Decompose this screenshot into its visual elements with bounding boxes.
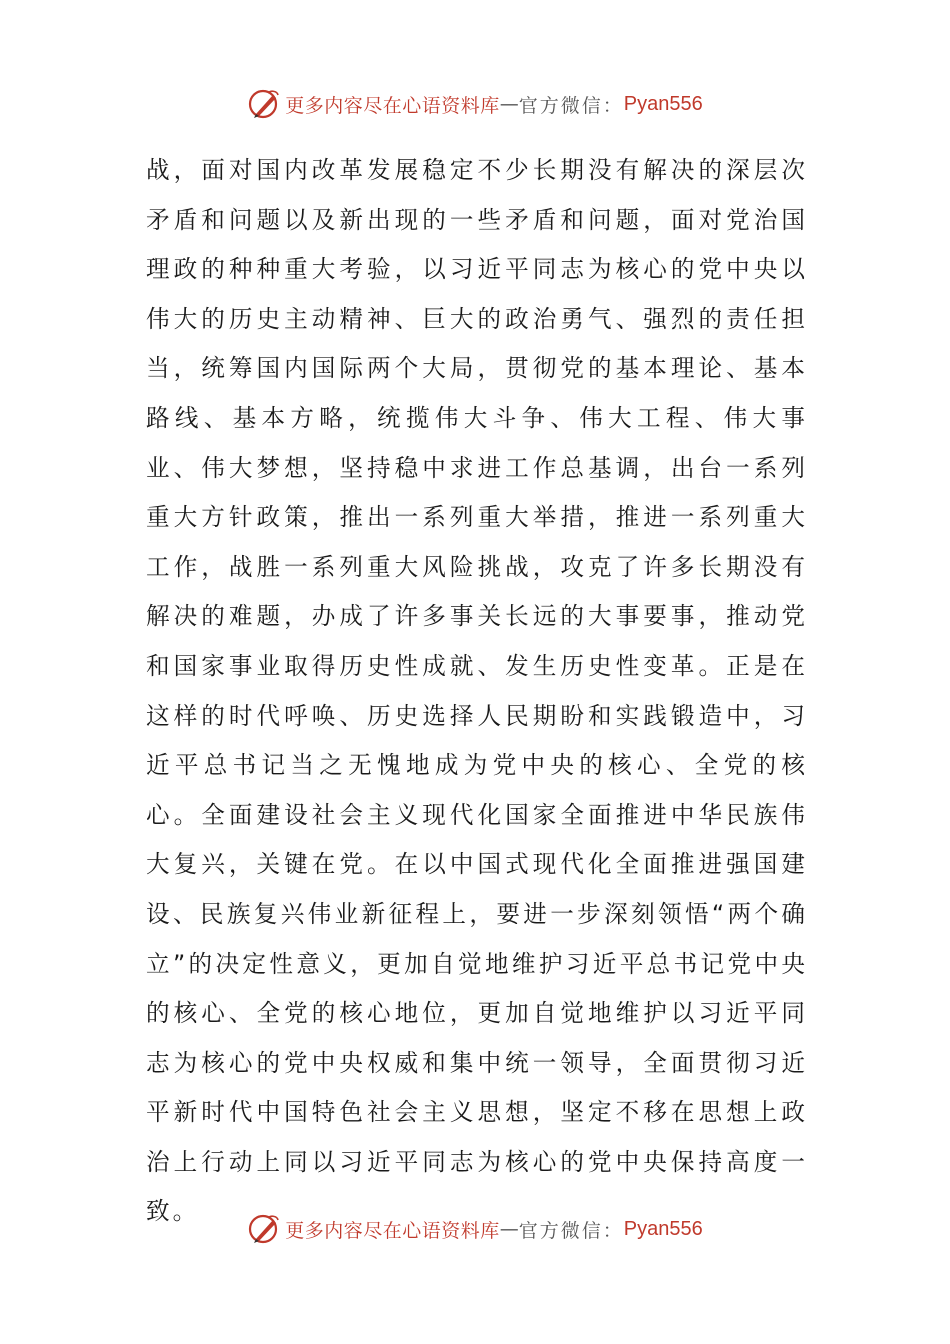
footer-brand: 更多内容尽在心语资料库 xyxy=(285,1219,500,1242)
footer-separator: — xyxy=(499,1218,519,1240)
header-wechat-label: 官方微信： xyxy=(518,94,624,117)
pen-logo-icon xyxy=(247,87,281,121)
footer-banner xyxy=(0,1209,950,1249)
body-paragraph: 战，面对国内改革发展稳定不少长期没有解决的深层次矛盾和问题以及新出现的一些矛盾和问题，面对党治国理政的种种重大考验，以习近平同志为核心的党中央以伟大的历史主动精神、巨大的政治勇气、强烈的责任担当，统筹国内国际两个大局，贯彻党的基本理论、基本路线、基本方略，统揽伟大斗争、伟大工程、伟大事业、伟大梦想，坚持稳中求进工作总基调，出台一系列重大方针政策，推出一系列重大举措，推进一系列重大工作，战胜一系列重大风险挑战，攻克了许多长期没有解决的难题，办成了许多事关长远的大事要事，推动党和国家事业取得历史性成就、发生历史性变革。正是在这样的时代呼唤、历史选择人民期盼和实践锻造中，习近平总书记当之无愧地成为党中央的核心、全党的核心。全面建设社会主义现代化国家全面推进中华民族伟大复兴，关键在党。在以中国式现代化全面推进强国建设、民族复兴伟业新征程上，要进一步深刻领悟“两个确立”的决定性意义，更加自觉地维护习近平总书记党中央的核心、全党的核心地位，更加自觉地维护以习近平同志为核心的党中央权威和集中统一领导，全面贯彻习近平新时代中国特色社会主义思想，坚定不移在思想上政治上行动上同以习近平同志为核心的党中央保持高度一致。 xyxy=(146,156,808,1226)
footer-wechat-label: 官方微信： xyxy=(518,1219,624,1242)
header-separator: — xyxy=(499,93,519,115)
pen-logo-icon xyxy=(247,1212,281,1246)
header-banner xyxy=(0,84,950,124)
footer-wechat-id: Pyan556 xyxy=(623,1217,703,1240)
header-wechat-id: Pyan556 xyxy=(623,92,703,115)
header-brand: 更多内容尽在心语资料库 xyxy=(285,94,500,117)
